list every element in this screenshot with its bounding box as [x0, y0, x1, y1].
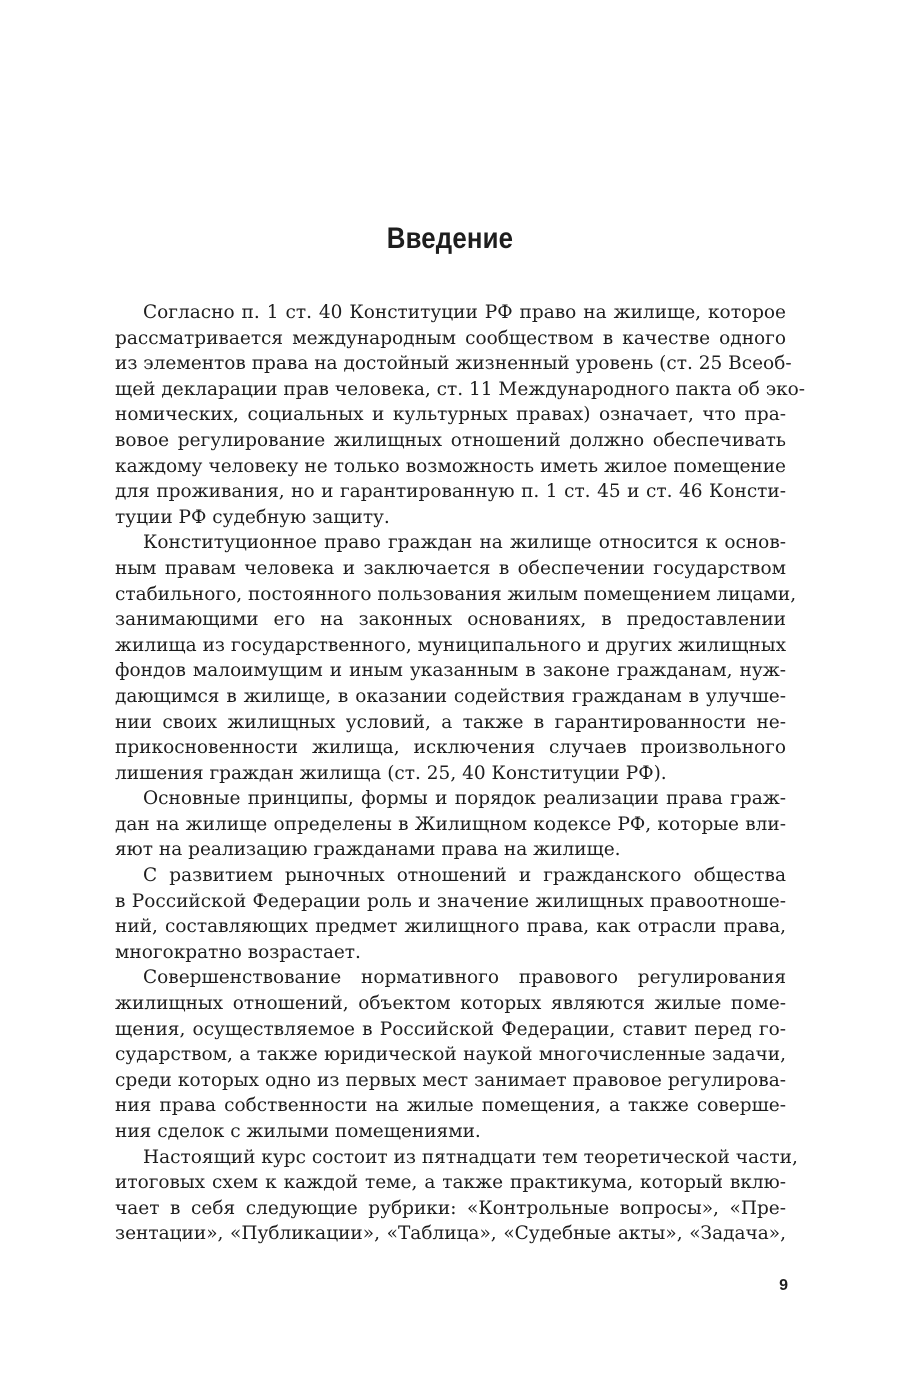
text-line: среди которых одно из первых мест занимает правовое регулирова- [115, 1069, 786, 1091]
text-line: яют на реализацию гражданами права на жилище. [115, 839, 621, 861]
text-line: зентации», «Публикации», «Таблица», «Судебные акты», «Задача», [115, 1223, 786, 1245]
text-line: сударством, а также юридической наукой многочисленные задачи, [115, 1044, 786, 1066]
text-line: нии своих жилищных условий, а также в гарантированности не- [115, 711, 786, 733]
text-line: Конституционное право граждан на жилище относится к основ- [143, 532, 786, 554]
text-line: С развитием рыночных отношений и гражданского общества [143, 865, 786, 887]
text-line: занимающими его на законных основаниях, в предоставлении [115, 609, 786, 631]
text-line: щей декларации прав человека, ст. 11 Международного пакта об эко- [115, 378, 806, 400]
text-line: из элементов права на достойный жизненный уровень (ст. 25 Всеоб- [115, 353, 792, 375]
text-line: для проживания, но и гарантированную п. 1 ст. 45 и ст. 46 Консти- [115, 481, 786, 503]
text-line: номических, социальных и культурных правах) означает, что пра- [115, 404, 786, 426]
paragraph [115, 530, 797, 786]
text-line: фондов малоимущим и иным указанным в законе гражданам, нуж- [115, 660, 786, 682]
text-line: Настоящий курс состоит из пятнадцати тем теоретической части, [143, 1146, 798, 1168]
text-line: прикосновенности жилища, исключения случаев произвольного [115, 737, 786, 759]
text-line: ным правам человека и заключается в обеспечении государством [115, 557, 786, 579]
text-line: дан на жилище определены в Жилищном кодексе РФ, которые вли- [115, 813, 786, 835]
chapter-heading: Введение [386, 222, 514, 255]
text-line: чает в себя следующие рубрики: «Контрольные вопросы», «Пре- [115, 1197, 786, 1219]
text-line: туции РФ судебную защиту. [115, 506, 390, 528]
paragraph [115, 1145, 798, 1247]
text-line: Совершенствование нормативного правового регулирования [143, 967, 786, 989]
text-line: ний, составляющих предмет жилищного права, как отрасли права, [115, 916, 786, 938]
paragraph [115, 863, 786, 965]
text-line: стабильного, постоянного пользования жилым помещением лицами, [115, 583, 797, 605]
text-line: рассматривается международным сообществом в качестве одного [115, 327, 786, 349]
body-text [115, 300, 806, 1247]
text-line: каждому человеку не только возможность иметь жилое помещение [115, 455, 786, 477]
text-line: жилища из государственного, муниципального и других жилищных [115, 634, 786, 656]
text-line: лишения граждан жилища (ст. 25, 40 Конституции РФ). [115, 762, 667, 784]
paragraph [115, 965, 786, 1144]
text-line: жилищных отношений, объектом которых являются жилые поме- [115, 993, 786, 1015]
text-line: Согласно п. 1 ст. 40 Конституции РФ право на жилище, которое [143, 302, 786, 323]
page-number: 9 [779, 1277, 788, 1294]
paragraph [115, 300, 806, 530]
paragraph [115, 786, 786, 863]
text-line: щения, осуществляемое в Российской Федерации, ставит перед го- [115, 1018, 786, 1040]
text-line: многократно возрастает. [115, 941, 361, 963]
text-line: ния сделок с жилыми помещениями. [115, 1121, 481, 1142]
text-line: дающимся в жилище, в оказании содействия гражданам в улучше- [115, 685, 786, 707]
text-line: ния права собственности на жилые помещения, а также соверше- [115, 1095, 786, 1117]
text-line: итоговых схем к каждой теме, а также практикума, который вклю- [115, 1172, 786, 1194]
text-line: вовое регулирование жилищных отношений должно обеспечивать [115, 429, 786, 451]
text-line: в Российской Федерации роль и значение жилищных правоотноше- [115, 890, 786, 912]
text-line: Основные принципы, формы и порядок реализации права граж- [143, 788, 786, 810]
